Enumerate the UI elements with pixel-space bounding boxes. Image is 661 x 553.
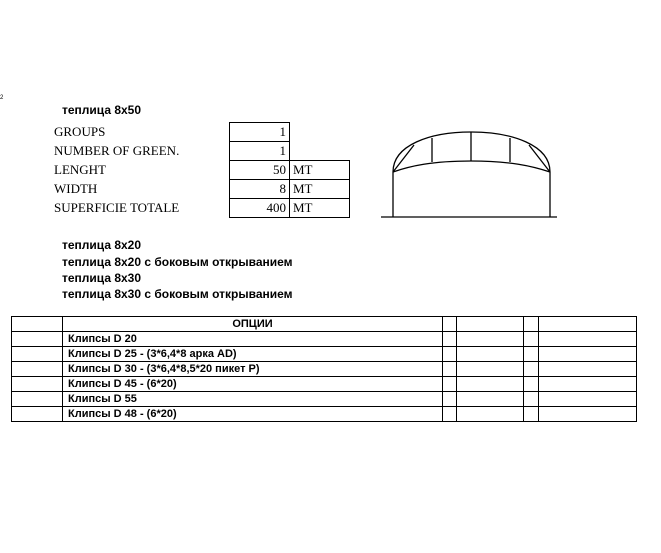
param-unit-length: MT [289,160,350,180]
table-row [12,362,637,377]
param-value-width: 8 [229,179,290,199]
param-label-groups: GROUPS [54,124,106,139]
page-title: теплица 8х50 [62,103,142,117]
param-label-superficie: SUPERFICIE TOTALE [54,200,180,215]
variant-item: теплица 8х30 с боковым открыванием [62,287,293,301]
greenhouse-profile-drawing [380,128,560,220]
table-header-row [12,317,637,332]
option-name: Клипсы D 30 - (3*6,4*8,5*20 пикет P) [63,362,443,377]
table-row [12,377,637,392]
variant-item: теплица 8х20 с боковым открыванием [62,255,293,269]
variant-item: теплица 8х20 [62,238,142,252]
option-name: Клипсы D 25 - (3*6,4*8 арка AD) [63,347,443,362]
table-row [12,392,637,407]
options-table [11,316,637,422]
param-value-length: 50 [229,160,290,180]
table-row [12,347,637,362]
option-name: Клипсы D 48 - (6*20) [63,407,443,422]
param-label-length: LENGHT [54,162,106,177]
option-name: Клипсы D 20 [63,332,443,347]
table-row [12,332,637,347]
param-value-superficie: 400 [229,198,290,218]
variant-item: теплица 8х30 [62,271,142,285]
param-unit-superficie: MT [289,198,350,218]
inner-chord [393,161,550,172]
param-label-number-of-green: NUMBER OF GREEN. [54,143,180,158]
options-header: ОПЦИИ [63,317,443,332]
corner-mark: 2 [0,95,4,101]
param-unit-width: MT [289,179,350,199]
param-value-groups: 1 [229,122,290,142]
option-name: Клипсы D 45 - (6*20) [63,377,443,392]
param-label-width: WIDTH [54,181,98,196]
table-row [12,407,637,422]
param-value-number-of-green: 1 [229,141,290,161]
option-name: Клипсы D 55 [63,392,443,407]
